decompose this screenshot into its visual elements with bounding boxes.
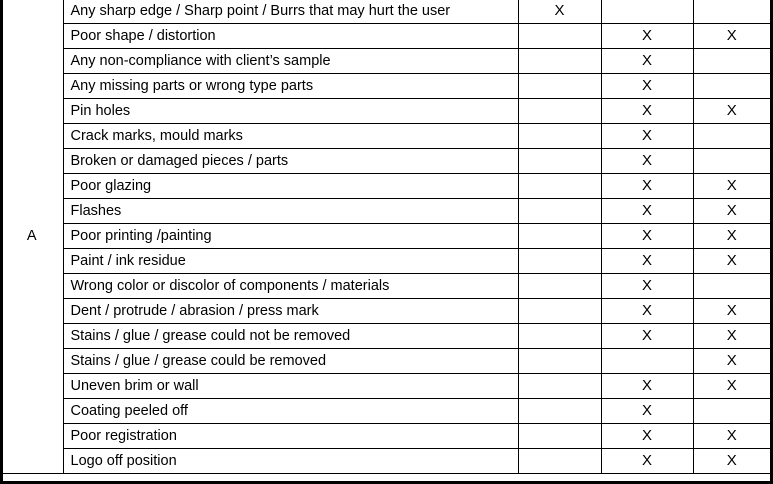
- table-row: [3, 299, 770, 324]
- mark-cell-2: X: [601, 24, 693, 49]
- mark-cell-2: X: [601, 374, 693, 399]
- mark-cell-2: X: [601, 199, 693, 224]
- mark-cell-1: [518, 274, 601, 299]
- mark-cell-1: [518, 449, 601, 474]
- mark-cell-1: [518, 299, 601, 324]
- defect-classification-table: [3, 0, 770, 474]
- mark-cell-1: [518, 199, 601, 224]
- table-row: [3, 0, 770, 24]
- table-row: [3, 149, 770, 174]
- mark-cell-2: X: [601, 149, 693, 174]
- mark-cell-3: [693, 0, 770, 24]
- mark-cell-2: X: [601, 399, 693, 424]
- mark-cell-2: X: [601, 424, 693, 449]
- mark-cell-1: [518, 324, 601, 349]
- mark-cell-1: [518, 399, 601, 424]
- defect-description: Uneven brim or wall: [63, 374, 518, 399]
- defect-description: Poor printing /painting: [63, 224, 518, 249]
- table-row: [3, 349, 770, 374]
- mark-cell-2: X: [601, 74, 693, 99]
- mark-cell-1: [518, 149, 601, 174]
- table-row: [3, 174, 770, 199]
- defect-description: Pin holes: [63, 99, 518, 124]
- defect-description: Crack marks, mould marks: [63, 124, 518, 149]
- mark-cell-2: X: [601, 449, 693, 474]
- table-row: [3, 399, 770, 424]
- mark-cell-1: [518, 224, 601, 249]
- mark-cell-3: X: [693, 199, 770, 224]
- mark-cell-3: X: [693, 349, 770, 374]
- mark-cell-1: [518, 49, 601, 74]
- table-row: [3, 374, 770, 399]
- defect-description: Stains / glue / grease could not be removed: [63, 324, 518, 349]
- mark-cell-2: [601, 349, 693, 374]
- defect-description: Flashes: [63, 199, 518, 224]
- table-row: [3, 99, 770, 124]
- mark-cell-3: X: [693, 24, 770, 49]
- mark-cell-3: X: [693, 224, 770, 249]
- table-row: [3, 324, 770, 349]
- defect-description: Coating peeled off: [63, 399, 518, 424]
- mark-cell-3: X: [693, 99, 770, 124]
- defect-description: Poor glazing: [63, 174, 518, 199]
- category-label: A: [3, 0, 63, 474]
- mark-cell-3: X: [693, 449, 770, 474]
- mark-cell-1: [518, 374, 601, 399]
- mark-cell-2: X: [601, 174, 693, 199]
- defect-description: Any non-compliance with client’s sample: [63, 49, 518, 74]
- table-row: [3, 224, 770, 249]
- table-row: [3, 49, 770, 74]
- mark-cell-1: [518, 74, 601, 99]
- mark-cell-1: [518, 349, 601, 374]
- table-row: [3, 124, 770, 149]
- mark-cell-3: [693, 274, 770, 299]
- mark-cell-2: X: [601, 299, 693, 324]
- mark-cell-2: X: [601, 324, 693, 349]
- mark-cell-2: X: [601, 124, 693, 149]
- defect-description: Stains / glue / grease could be removed: [63, 349, 518, 374]
- table-row: [3, 24, 770, 49]
- defect-rows: [3, 0, 770, 474]
- mark-cell-1: [518, 174, 601, 199]
- defect-description: Any missing parts or wrong type parts: [63, 74, 518, 99]
- defect-description: Any sharp edge / Sharp point / Burrs that may hurt the user: [63, 0, 518, 24]
- mark-cell-2: X: [601, 49, 693, 74]
- table-row: [3, 249, 770, 274]
- mark-cell-3: [693, 49, 770, 74]
- table-row: [3, 199, 770, 224]
- defect-description: Paint / ink residue: [63, 249, 518, 274]
- table-row: [3, 449, 770, 474]
- defect-description: Dent / protrude / abrasion / press mark: [63, 299, 518, 324]
- mark-cell-2: X: [601, 224, 693, 249]
- mark-cell-2: X: [601, 99, 693, 124]
- table-row: [3, 74, 770, 99]
- mark-cell-3: [693, 399, 770, 424]
- mark-cell-3: [693, 124, 770, 149]
- mark-cell-2: [601, 0, 693, 24]
- mark-cell-3: X: [693, 374, 770, 399]
- defect-description: Poor registration: [63, 424, 518, 449]
- mark-cell-3: X: [693, 299, 770, 324]
- mark-cell-1: [518, 424, 601, 449]
- mark-cell-1: X: [518, 0, 601, 24]
- mark-cell-3: X: [693, 424, 770, 449]
- mark-cell-2: X: [601, 249, 693, 274]
- mark-cell-3: X: [693, 174, 770, 199]
- table-row: [3, 424, 770, 449]
- mark-cell-2: X: [601, 274, 693, 299]
- defect-description: Logo off position: [63, 449, 518, 474]
- table-row: [3, 274, 770, 299]
- mark-cell-1: [518, 99, 601, 124]
- defect-description: Wrong color or discolor of components / materials: [63, 274, 518, 299]
- mark-cell-1: [518, 249, 601, 274]
- mark-cell-3: X: [693, 249, 770, 274]
- mark-cell-1: [518, 24, 601, 49]
- mark-cell-3: X: [693, 324, 770, 349]
- defect-description: Poor shape / distortion: [63, 24, 518, 49]
- defect-description: Broken or damaged pieces / parts: [63, 149, 518, 174]
- mark-cell-3: [693, 149, 770, 174]
- mark-cell-3: [693, 74, 770, 99]
- mark-cell-1: [518, 124, 601, 149]
